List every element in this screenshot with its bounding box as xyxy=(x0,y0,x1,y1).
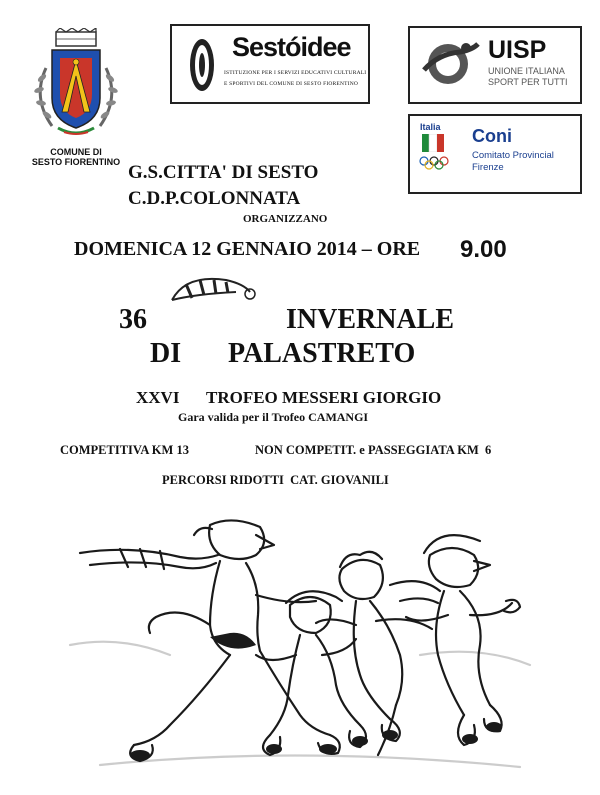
comune-name-line1: COMUNE DI xyxy=(50,147,102,157)
trophy-edition: XXVI xyxy=(136,388,180,407)
non-competitive-distance: NON COMPETIT. e PASSEGGIATA KM 6 xyxy=(255,443,492,457)
organizer-line-2: C.D.P.COLONNATA xyxy=(128,188,301,209)
event-title-line2-di: DI xyxy=(150,338,182,369)
sestoidee-emblem-icon xyxy=(188,36,216,94)
event-edition: 36 xyxy=(119,304,147,335)
sestoidee-logo xyxy=(170,24,370,104)
coni-flag-icon xyxy=(422,134,444,152)
uisp-logo xyxy=(408,26,582,104)
comune-name-line2: SESTO FIORENTINO xyxy=(31,157,121,167)
organizer-line-1: G.S.CITTA' DI SESTO xyxy=(128,162,319,183)
comune-logo xyxy=(22,28,130,167)
coni-logo xyxy=(408,114,582,194)
runners-illustration xyxy=(60,505,540,785)
coni-subtitle-2: Firenze xyxy=(472,162,504,173)
olympic-rings-icon xyxy=(418,156,450,170)
coni-italia-label: Italia xyxy=(420,122,441,132)
sestoidee-subtitle-2: E SPORTIVI DEL COMUNE DI SESTO FIORENTINO xyxy=(224,81,359,87)
winter-hat-icon xyxy=(166,270,256,306)
event-time: 9.00 xyxy=(460,236,507,263)
trophy-name: TROFEO MESSERI GIORGIO xyxy=(206,388,442,407)
uisp-subtitle-1: UNIONE ITALIANA xyxy=(488,66,565,76)
uisp-subtitle-2: SPORT PER TUTTI xyxy=(488,77,568,87)
event-title-line2-place: PALASTRETO xyxy=(228,338,416,369)
organizer-label: ORGANIZZANO xyxy=(243,213,328,225)
event-title-line1: INVERNALE xyxy=(286,304,455,335)
coni-subtitle-1: Comitato Provincial xyxy=(472,150,554,161)
uisp-name: UISP xyxy=(488,36,547,64)
coni-name: Coni xyxy=(472,126,512,146)
comune-crest-icon xyxy=(22,28,130,140)
sestoidee-subtitle-1: ISTITUZIONE PER I SERVIZI EDUCATIVI CULTURALI xyxy=(224,70,367,76)
trophy-valid-note: Gara valida per il Trofeo CAMANGI xyxy=(178,410,369,424)
youth-courses: PERCORSI RIDOTTI CAT. GIOVANILI xyxy=(162,473,389,487)
competitive-distance: COMPETITIVA KM 13 xyxy=(60,443,189,457)
uisp-runner-icon xyxy=(420,40,480,88)
sestoidee-name: Sestóidee xyxy=(232,32,351,62)
event-date: DOMENICA 12 GENNAIO 2014 – ORE xyxy=(74,238,421,260)
